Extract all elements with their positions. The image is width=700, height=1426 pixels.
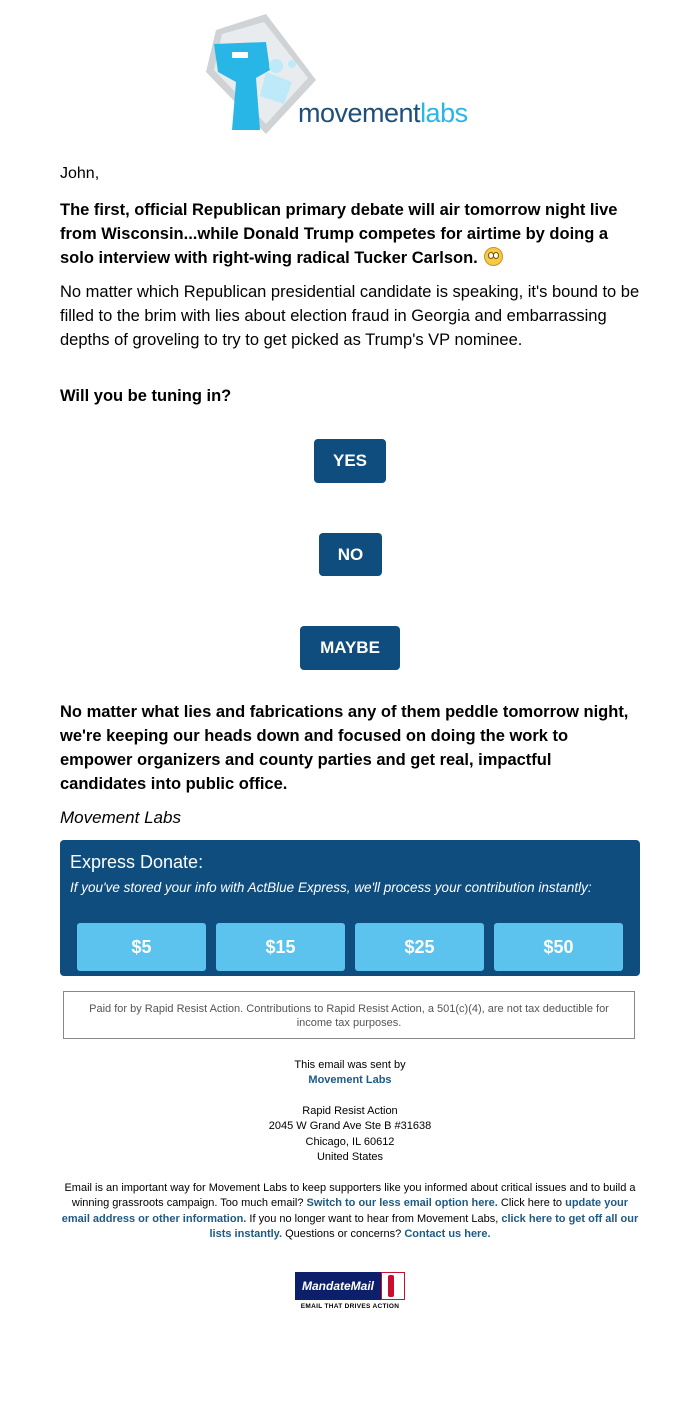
update-info-link[interactable]: update your email address or other information. [61,1197,629,1225]
body-paragraph: No matter which Republican presidential candidate is speaking, it's bound to be filled to the brim with lies about election fraud in Georgia and embarrassing depths of groveling to try to get picked as Trump's VP nominee. [60,283,640,349]
poll-maybe-button[interactable]: MAYBE [300,626,400,670]
mandatemail-tagline: EMAIL THAT DRIVES ACTION [300,1303,400,1310]
poll-no-button[interactable]: NO [319,533,382,576]
express-donate-panel [60,840,640,976]
address-org: Rapid Resist Action [302,1105,398,1117]
less-email-link[interactable]: Switch to our less email option here. [306,1197,498,1210]
closing-paragraph: No matter what lies and fabrications any of them peddle tomorrow night, we're keeping our heads down and focused on doing the work to empower organizers and county parties and get real, impactful candidates into public office. [60,703,629,793]
address-street: 2045 W Grand Ave Ste B #31638 [268,1120,432,1133]
poll-question: Will you be tuning in? [60,387,232,405]
donate-amount-50-button[interactable]: $50 [494,923,623,971]
greeting: John, [60,165,100,182]
intro-paragraph: The first, official Republican primary debate will air tomorrow night live from Wisconsin...while Donald Trump competes for airtime by doing a solo interview with right-wing radical Tucker Carlson. [60,201,618,267]
mailing-address [60,1104,640,1166]
mandatemail-logo[interactable] [295,1272,405,1314]
donate-title: Express Donate: [70,852,204,872]
signature: Movement Labs [60,808,181,827]
face-with-rolling-eyes-icon [484,247,503,266]
donate-amount-5-button[interactable]: $5 [77,923,206,971]
sent-by-label: This email was sent by [294,1059,406,1071]
donate-amount-15-button[interactable]: $15 [216,923,345,971]
donate-amount-25-button[interactable]: $25 [355,923,484,971]
paid-for-disclaimer: Paid for by Rapid Resist Action. Contributions to Rapid Resist Action, a 501(c)(4), are not tax deductible for income tax purposes. [63,991,635,1039]
donate-subtitle: If you've stored your info with ActBlue Express, we'll process your contribution instantly: [70,880,592,895]
contact-link[interactable]: Contact us here. [404,1228,491,1241]
footer-info: Email is an important way for Movement Labs to keep supporters like you informed about critical issues and to build a winning grassroots campaign. Too much email? Switch to our less email option here. Click here to update your email address or other information. If you no longer want to hear from Movement Labs, click here to get off all our lists instantly. Questions or concerns? Contact us here. [61,1182,639,1241]
flag-icon [381,1272,405,1300]
poll-yes-button[interactable]: YES [314,439,386,483]
address-city: Chicago, IL 60612 [305,1135,395,1148]
unsubscribe-link[interactable]: click here to get off all our lists instantly. [209,1212,639,1241]
address-country: United States [316,1151,384,1164]
sender-link[interactable]: Movement Labs [308,1074,392,1087]
movement-labs-logo[interactable] [196,12,506,140]
sent-by-block [60,1058,640,1089]
mandatemail-wordmark: MandateMail [295,1272,381,1300]
logo-wordmark: movementlabs [298,98,468,128]
